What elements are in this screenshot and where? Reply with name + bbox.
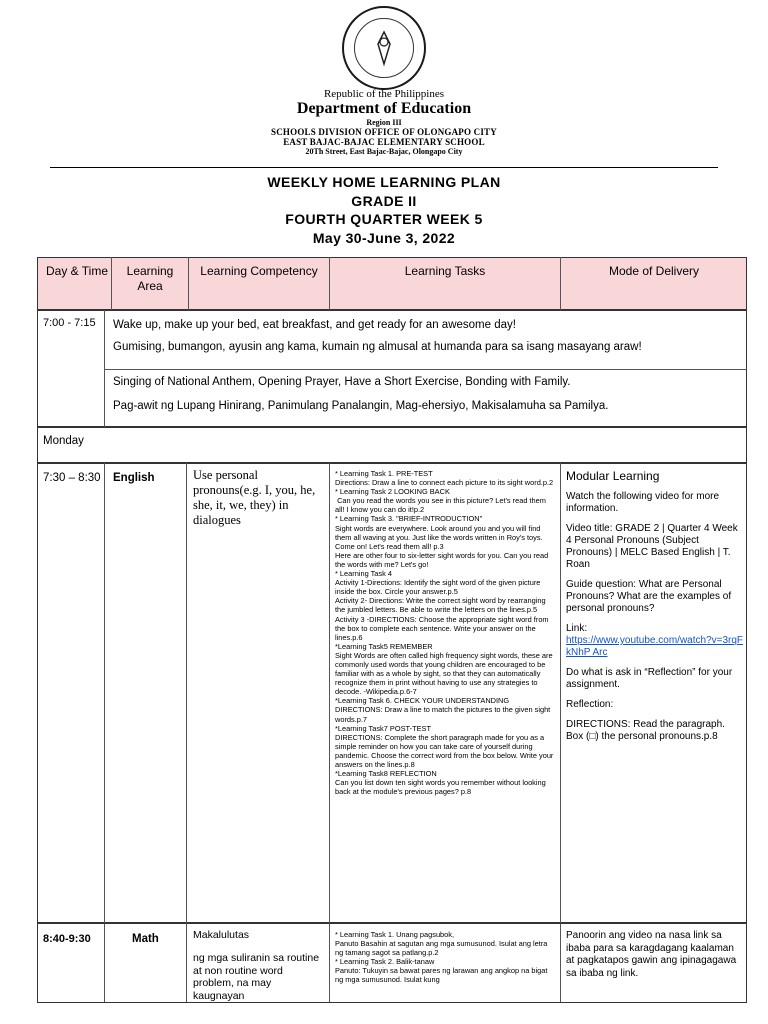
task-line: Activity 3 -DIRECTIONS: Choose the appropriate sight word from the box to complete each sentence. Write your answer on the lines.p.6 — [335, 614, 551, 642]
math-tasks-list — [335, 930, 557, 1000]
task-line: * Learning Task 4 — [335, 569, 392, 579]
task-line: Activity 2- Directions: Write the correct sight word by rearranging the jumbled letters. Be able to write the letters on the lines.p.5 — [335, 596, 548, 615]
task-line: Panuto Basahin at sagutan ang mga sumusunod. Isulat ang letra ng tamang sagot sa patlang.p.2 — [335, 939, 550, 958]
english-area: English — [113, 472, 155, 484]
col-divider — [560, 463, 561, 1003]
math-time: 8:40-9:30 — [43, 933, 91, 945]
seal-inner-ring — [354, 18, 414, 78]
task-line: Here are other four to six-letter sight words for you. Can you read the words with me? Let's go! — [335, 550, 551, 569]
routine-time: 7:00 - 7:15 — [43, 317, 96, 329]
day-row — [37, 427, 747, 463]
math-competency-1: Makalulutas — [193, 929, 250, 941]
col-header-area: Learning Area — [126, 264, 174, 293]
task-line: Sight words are everywhere. Look around you and you will find them all waving at you. Just like the words written in Roy's toys. Come on! Let's read them all! p.3 — [335, 523, 545, 551]
english-time: 7:30 – 8:30 — [43, 472, 101, 484]
task-line: * Learning Task 2. Balik-tanaw — [335, 957, 435, 967]
routine-activities-en: Singing of National Anthem, Opening Prayer, Have a Short Exercise, Bonding with Family. — [113, 376, 571, 388]
routine-row-divider — [104, 369, 747, 370]
plan-quarter: FOURTH QUARTER WEEK 5 — [285, 211, 483, 227]
header-division: SCHOOLS DIVISION OFFICE OF OLONGAPO CITY — [271, 127, 497, 137]
day-label: Monday — [43, 435, 84, 447]
mode-guide-question: Guide question: What are Personal Pronouns? What are the examples of personal pronouns? — [566, 579, 732, 614]
routine-text-fil: Gumising, bumangon, ayusin ang kama, kumain ng almusal at humanda para sa isang masayang araw! — [113, 341, 642, 353]
mode-video-title: Video title: GRADE 2 | Quarter 4 Week 4 Personal Pronouns (Subject Pronouns) | MELC Based English | T. Roan — [566, 523, 738, 570]
routine-text-en: Wake up, make up your bed, eat breakfast, and get ready for an awesome day! — [113, 319, 516, 331]
col-header-tasks: Learning Tasks — [404, 264, 486, 278]
task-line: * Learning Task 3. "BRIEF-INTRODUCTION" — [335, 514, 483, 524]
task-line: *Learning Task8 REFLECTION — [335, 769, 437, 779]
task-line: Can you list down ten sight words you remember without looking back at the module's previous pages? p.8 — [335, 778, 548, 797]
mode-intro: Watch the following video for more information. — [566, 491, 720, 514]
plan-grade: GRADE II — [351, 193, 417, 209]
mode-assignment: Do what is ask in “Reflection” for your assignment. — [566, 667, 733, 690]
task-line: *Learning Task 6. CHECK YOUR UNDERSTANDING — [335, 696, 510, 706]
mode-directions: DIRECTIONS: Read the paragraph. Box (□) the personal pronouns.p.8 — [566, 719, 725, 742]
math-area: Math — [132, 933, 159, 945]
header-school: EAST BAJAC-BAJAC ELEMENTARY SCHOOL — [283, 137, 485, 147]
routine-activities-fil: Pag-awit ng Lupang Hinirang, Panimulang Panalangin, Mag-ehersiyo, Makisalamuha sa Pamilya. — [113, 400, 609, 412]
english-competency: Use personal pronouns(e.g. I, you, he, she, it, we, they) in dialogues — [193, 468, 316, 527]
col-divider — [329, 463, 330, 1003]
task-line: Panuto: Tukuyin sa bawat pares ng larawan ang angkop na bigat ng mga sumusunod. Isulat kung — [335, 966, 550, 985]
english-tasks-list — [335, 469, 557, 796]
col-divider — [186, 463, 187, 1003]
header-address: 20Th Street, East Bajac-Bajac, Olongapo City — [305, 147, 463, 156]
header-department: Department of Education — [296, 100, 472, 117]
english-mode — [566, 470, 744, 751]
col-divider — [104, 463, 105, 1003]
deped-seal — [342, 6, 426, 90]
task-line: DIRECTIONS: Complete the short paragraph made for you as a simple reminder on how you can take care of yourself during pandemic. Choose the correct word from the box below. Write your answers on the lines.p.8 — [335, 732, 556, 769]
torch-icon — [364, 28, 404, 68]
task-line: * Learning Task 2 LOOKING BACK — [335, 487, 450, 497]
math-competency-2: ng mga suliranin sa routine at non routine word problem, na may kaugnayan — [193, 952, 320, 1002]
header-region: Region III — [366, 118, 402, 127]
plan-title: WEEKLY HOME LEARNING PLAN — [267, 174, 501, 190]
task-line: Sight Words are often called high frequency sight words, these are commonly used words that young children are encouraged to be familiar with as a whole by sight, so that they can automatically recognize them in print without having to use any strategies to decode. -Wikipedia.p.6-7 — [335, 650, 555, 697]
task-line: Can you read the words you see in this picture? Let's read them all! I know you can do it!p.2 — [335, 496, 549, 515]
plan-dates: May 30-June 3, 2022 — [312, 230, 456, 246]
header-divider — [50, 167, 718, 168]
mode-reflection-label: Reflection: — [566, 699, 614, 710]
task-line: Activity 1-Directions: Identify the sight word of the given picture inside the box. Circle your answer.p.5 — [335, 578, 543, 597]
math-mode: Panoorin ang video na nasa link sa ibaba para sa karagdagang kaalaman at pagkatapos gawin ang ipinagagawa sa ibaba ng link. — [566, 930, 737, 979]
task-line: * Learning Task 1. Unang pagsubok, — [335, 930, 455, 939]
col-header-mode: Mode of Delivery — [608, 264, 700, 278]
task-line: Directions: Draw a line to connect each picture to its sight word.p.2 — [335, 478, 554, 488]
header-republic: Republic of the Philippines — [323, 88, 445, 100]
col-header-competency: Learning Competency — [200, 264, 318, 278]
task-line: *Learning Task7 POST-TEST — [335, 723, 431, 733]
col-header-day: Day & Time — [45, 264, 108, 278]
col-divider — [111, 257, 112, 310]
task-line: * Learning Task 1. PRE-TEST — [335, 469, 433, 478]
task-line: *Learning Task5 REMEMBER — [335, 641, 433, 651]
video-link[interactable]: https://www.youtube.com/watch?v=3rqFkNhP Arc — [566, 635, 744, 658]
task-line: DIRECTIONS: Draw a line to match the pictures to the given sight words.p.7 — [335, 705, 553, 724]
mode-link-label: Link: — [566, 623, 588, 634]
mode-title: Modular Learning — [566, 469, 660, 483]
